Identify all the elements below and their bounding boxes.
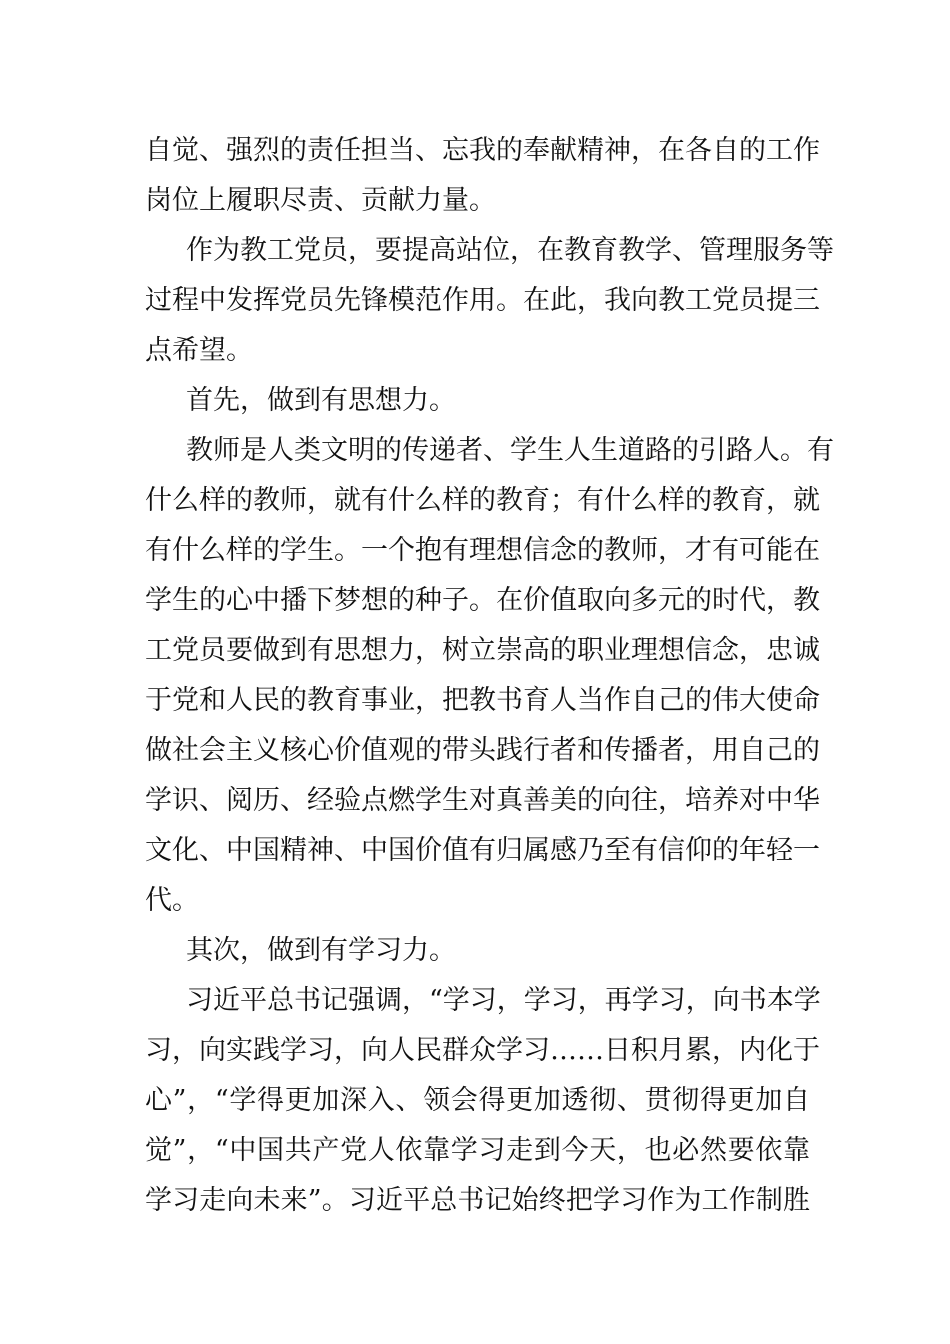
text-line: 首先，做到有思想力。	[186, 385, 456, 416]
text-line: 教师是人类文明的传递者、学生人生道路的引路人。有	[186, 435, 834, 466]
text-line: 什么样的教师，就有什么样的教育；有什么样的教育，就	[145, 485, 820, 516]
text-line: 心”，“学得更加深入、领会得更加透彻、贯彻得更加自	[145, 1085, 810, 1116]
text-line: 习，向实践学习，向人民群众学习……日积月累，内化于	[145, 1035, 820, 1066]
text-line: 学识、阅历、经验点燃学生对真善美的向往，培养对中华	[145, 785, 820, 816]
text-line: 文化、中国精神、中国价值有归属感乃至有信仰的年轻一	[145, 835, 820, 866]
text-line: 自觉、强烈的责任担当、忘我的奉献精神，在各自的工作	[145, 135, 820, 166]
text-line: 于党和人民的教育事业，把教书育人当作自己的伟大使命	[145, 685, 820, 716]
text-line: 习近平总书记强调，“学习，学习，再学习，向书本学	[186, 985, 821, 1016]
text-line: 过程中发挥党员先锋模范作用。在此，我向教工党员提三	[145, 285, 820, 316]
text-line: 工党员要做到有思想力，树立崇高的职业理想信念，忠诚	[145, 635, 820, 666]
text-line: 学生的心中播下梦想的种子。在价值取向多元的时代，教	[145, 585, 820, 616]
text-line: 觉”，“中国共产党人依靠学习走到今天，也必然要依靠	[145, 1135, 810, 1166]
text-line: 代。	[145, 885, 199, 916]
text-line: 其次，做到有学习力。	[186, 935, 456, 966]
body-text	[145, 126, 834, 1226]
text-line: 点希望。	[145, 335, 253, 366]
text-line: 有什么样的学生。一个抱有理想信念的教师，才有可能在	[145, 535, 820, 566]
text-line: 做社会主义核心价值观的带头践行者和传播者，用自己的	[145, 735, 820, 766]
text-line: 作为教工党员，要提高站位，在教育教学、管理服务等	[186, 235, 834, 266]
text-line: 学习走向未来”。习近平总书记始终把学习作为工作制胜	[145, 1185, 810, 1216]
text-line: 岗位上履职尽责、贡献力量。	[145, 185, 496, 216]
